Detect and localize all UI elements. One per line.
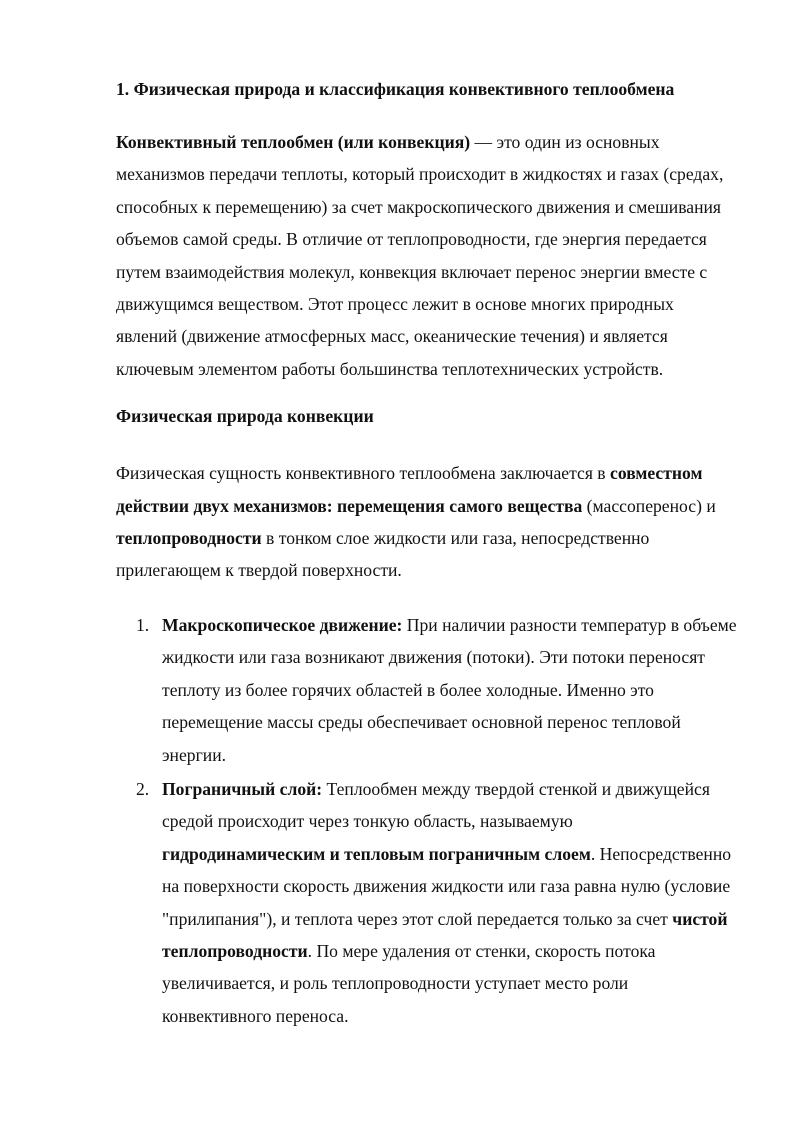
- list-item-text-2: . Непосредственно на поверхности скорость движения жидкости или газа равна нулю (условие "прилипания"), и теплота через этот слой передается только за счет: [162, 843, 732, 929]
- list-item-number: 1.: [136, 614, 150, 635]
- list-item-label: Макроскопическое движение:: [162, 614, 403, 635]
- list-item-text-3: . По мере удаления от стенки, скорость потока увеличивается, и роль теплопроводности уступает место роли конвективного переноса.: [162, 940, 656, 1026]
- essence-bold-2: теплопроводности: [116, 528, 262, 549]
- list-item-label: Пограничный слой:: [162, 778, 323, 799]
- list-item-bold-1: гидродинамическим и тепловым пограничным слоем: [162, 843, 591, 864]
- essence-text-1: Физическая сущность конвективного теплообмена заключается в: [116, 463, 611, 484]
- subsection-title: Физическая природа конвекции: [116, 406, 374, 427]
- mechanisms-list: [116, 609, 738, 1032]
- intro-text: — это один из основных механизмов передачи теплоты, который происходит в жидкостях и газах (средах, способных к перемещению) за счет макроскопического движения и смешивания объемов самой среды. В отличие от теплопроводности, где энергия передается путем взаимодействия молекул, конвекция включает перенос энергии вместе с движущимся веществом. Этот процесс лежит в основе многих природных явлений (движение атмосферных масс, океанические течения) и является ключевым элементом работы большинства теплотехнических устройств.: [116, 132, 724, 379]
- essence-text-3: в тонком слое жидкости или газа, непосредственно прилегающем к твердой поверхности.: [116, 528, 650, 581]
- intro-paragraph: [116, 126, 738, 385]
- section-title: 1. Физическая природа и классификация конвективного теплообмена: [116, 79, 675, 99]
- list-item-text-1: Теплообмен между твердой стенкой и движущейся средой происходит через тонкую область, называемую: [162, 778, 710, 832]
- list-item: [116, 609, 738, 771]
- list-item-number: 2.: [136, 778, 150, 799]
- essence-bold-1: совместном действии двух механизмов: перемещения самого вещества: [116, 463, 703, 516]
- intro-term: Конвективный теплообмен (или конвекция): [116, 132, 471, 152]
- essence-text-2: (массоперенос) и: [582, 495, 716, 516]
- list-item-text: При наличии разности температур в объеме жидкости или газа возникают движения (потоки). Эти потоки переносят теплоту из более горячих областей в более холодные. Именно это перемещение массы среды обеспечивает основной перенос тепловой энергии.: [162, 614, 737, 765]
- list-item: [116, 773, 738, 1032]
- essence-paragraph: [116, 457, 738, 587]
- list-item-bold-2: чистой теплопроводности: [162, 908, 728, 961]
